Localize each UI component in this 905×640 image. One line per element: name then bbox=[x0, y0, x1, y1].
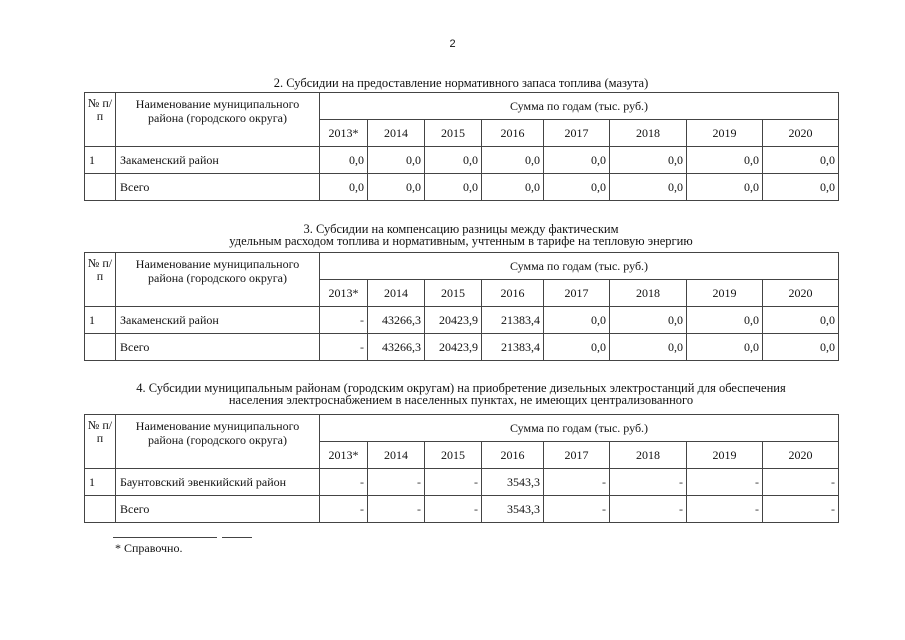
year-header: 2015 bbox=[425, 280, 482, 307]
district-name: Всего bbox=[116, 334, 320, 361]
year-header: 2014 bbox=[368, 442, 425, 469]
value-cell: - bbox=[763, 469, 839, 496]
value-cell: 0,0 bbox=[482, 147, 544, 174]
value-cell: 0,0 bbox=[610, 174, 687, 201]
table-row-total bbox=[85, 496, 839, 523]
year-header: 2016 bbox=[482, 120, 544, 147]
value-cell: 0,0 bbox=[687, 334, 763, 361]
value-cell: - bbox=[610, 496, 687, 523]
district-name-header: Наименование муниципального района (городского округа) bbox=[116, 253, 320, 307]
footnote: * Справочно. bbox=[115, 541, 183, 555]
row-number: 1 bbox=[85, 307, 116, 334]
value-cell: 0,0 bbox=[320, 174, 368, 201]
table-row-total bbox=[85, 174, 839, 201]
row-number: 1 bbox=[85, 469, 116, 496]
value-cell: - bbox=[368, 496, 425, 523]
district-name-header: Наименование муниципального района (городского округа) bbox=[116, 93, 320, 147]
value-cell: - bbox=[425, 496, 482, 523]
table-row bbox=[85, 147, 839, 174]
section-title-line: 3. Субсидии на компенсацию разницы между фактическим bbox=[303, 222, 619, 236]
year-header: 2015 bbox=[425, 442, 482, 469]
year-header: 2018 bbox=[610, 280, 687, 307]
year-header: 2013* bbox=[320, 442, 368, 469]
value-cell: 0,0 bbox=[610, 307, 687, 334]
value-cell: 21383,4 bbox=[482, 334, 544, 361]
value-cell: 0,0 bbox=[610, 334, 687, 361]
value-cell: 43266,3 bbox=[368, 334, 425, 361]
value-cell: - bbox=[320, 334, 368, 361]
subsidy-table bbox=[84, 92, 839, 201]
district-name: Баунтовский эвенкийский район bbox=[116, 469, 320, 496]
value-cell: 0,0 bbox=[425, 147, 482, 174]
row-number bbox=[85, 174, 116, 201]
year-header: 2017 bbox=[544, 120, 610, 147]
value-cell: - bbox=[763, 496, 839, 523]
value-cell: - bbox=[687, 469, 763, 496]
value-cell: 0,0 bbox=[544, 307, 610, 334]
number-header: № п/п bbox=[85, 415, 116, 469]
number-header: № п/п bbox=[85, 253, 116, 307]
value-cell: 20423,9 bbox=[425, 334, 482, 361]
year-header: 2016 bbox=[482, 280, 544, 307]
district-name: Закаменский район bbox=[116, 307, 320, 334]
year-header: 2013* bbox=[320, 280, 368, 307]
section-title bbox=[84, 77, 838, 89]
value-cell: - bbox=[320, 469, 368, 496]
value-cell: - bbox=[544, 496, 610, 523]
value-cell: 0,0 bbox=[368, 174, 425, 201]
section-title bbox=[84, 382, 838, 406]
value-cell: 0,0 bbox=[544, 334, 610, 361]
value-cell: 21383,4 bbox=[482, 307, 544, 334]
number-header: № п/п bbox=[85, 93, 116, 147]
value-cell: 0,0 bbox=[425, 174, 482, 201]
value-cell: 0,0 bbox=[763, 174, 839, 201]
section-title-line: 2. Субсидии на предоставление нормативного запаса топлива (мазута) bbox=[273, 76, 649, 90]
district-name: Закаменский район bbox=[116, 147, 320, 174]
value-cell: - bbox=[320, 496, 368, 523]
year-header: 2020 bbox=[763, 120, 839, 147]
year-header: 2020 bbox=[763, 280, 839, 307]
value-cell: - bbox=[368, 469, 425, 496]
year-header: 2018 bbox=[610, 442, 687, 469]
value-cell: 0,0 bbox=[687, 307, 763, 334]
row-number bbox=[85, 496, 116, 523]
section-title-line: населения электроснабжением в населенных пунктах, не имеющих централизованного bbox=[228, 393, 694, 407]
value-cell: 0,0 bbox=[763, 334, 839, 361]
value-cell: 0,0 bbox=[763, 147, 839, 174]
footnote-separator bbox=[222, 537, 252, 538]
section-title bbox=[84, 223, 838, 247]
value-cell: 0,0 bbox=[544, 147, 610, 174]
year-header: 2014 bbox=[368, 120, 425, 147]
subsidy-table bbox=[84, 414, 839, 523]
table-row bbox=[85, 469, 839, 496]
year-header: 2017 bbox=[544, 280, 610, 307]
district-name: Всего bbox=[116, 174, 320, 201]
district-name-header: Наименование муниципального района (городского округа) bbox=[116, 415, 320, 469]
value-cell: 3543,3 bbox=[482, 496, 544, 523]
year-header: 2019 bbox=[687, 120, 763, 147]
year-header: 2020 bbox=[763, 442, 839, 469]
district-name: Всего bbox=[116, 496, 320, 523]
year-header: 2015 bbox=[425, 120, 482, 147]
year-header: 2018 bbox=[610, 120, 687, 147]
footnote-separator bbox=[113, 537, 217, 538]
value-cell: 0,0 bbox=[482, 174, 544, 201]
value-cell: - bbox=[425, 469, 482, 496]
sum-by-years-header: Сумма по годам (тыс. руб.) bbox=[320, 415, 839, 442]
row-number bbox=[85, 334, 116, 361]
value-cell: - bbox=[610, 469, 687, 496]
year-header: 2019 bbox=[687, 280, 763, 307]
value-cell: 0,0 bbox=[763, 307, 839, 334]
value-cell: 0,0 bbox=[687, 174, 763, 201]
year-header: 2014 bbox=[368, 280, 425, 307]
sum-by-years-header: Сумма по годам (тыс. руб.) bbox=[320, 253, 839, 280]
year-header: 2019 bbox=[687, 442, 763, 469]
year-header: 2017 bbox=[544, 442, 610, 469]
page-number: 2 bbox=[449, 38, 456, 50]
year-header: 2016 bbox=[482, 442, 544, 469]
value-cell: 3543,3 bbox=[482, 469, 544, 496]
section-title-line: удельным расходом топлива и нормативным, учтенным в тарифе на тепловую энергию bbox=[229, 234, 693, 248]
value-cell: 0,0 bbox=[544, 174, 610, 201]
year-header: 2013* bbox=[320, 120, 368, 147]
subsidy-table bbox=[84, 252, 839, 361]
value-cell: 0,0 bbox=[687, 147, 763, 174]
sum-by-years-header: Сумма по годам (тыс. руб.) bbox=[320, 93, 839, 120]
value-cell: - bbox=[544, 469, 610, 496]
value-cell: 43266,3 bbox=[368, 307, 425, 334]
value-cell: 0,0 bbox=[368, 147, 425, 174]
value-cell: 20423,9 bbox=[425, 307, 482, 334]
table-row-total bbox=[85, 334, 839, 361]
value-cell: 0,0 bbox=[610, 147, 687, 174]
value-cell: 0,0 bbox=[320, 147, 368, 174]
section-title-line: 4. Субсидии муниципальным районам (городским округам) на приобретение дизельных электростанций для обеспечения bbox=[136, 381, 786, 395]
table-row bbox=[85, 307, 839, 334]
row-number: 1 bbox=[85, 147, 116, 174]
value-cell: - bbox=[320, 307, 368, 334]
value-cell: - bbox=[687, 496, 763, 523]
